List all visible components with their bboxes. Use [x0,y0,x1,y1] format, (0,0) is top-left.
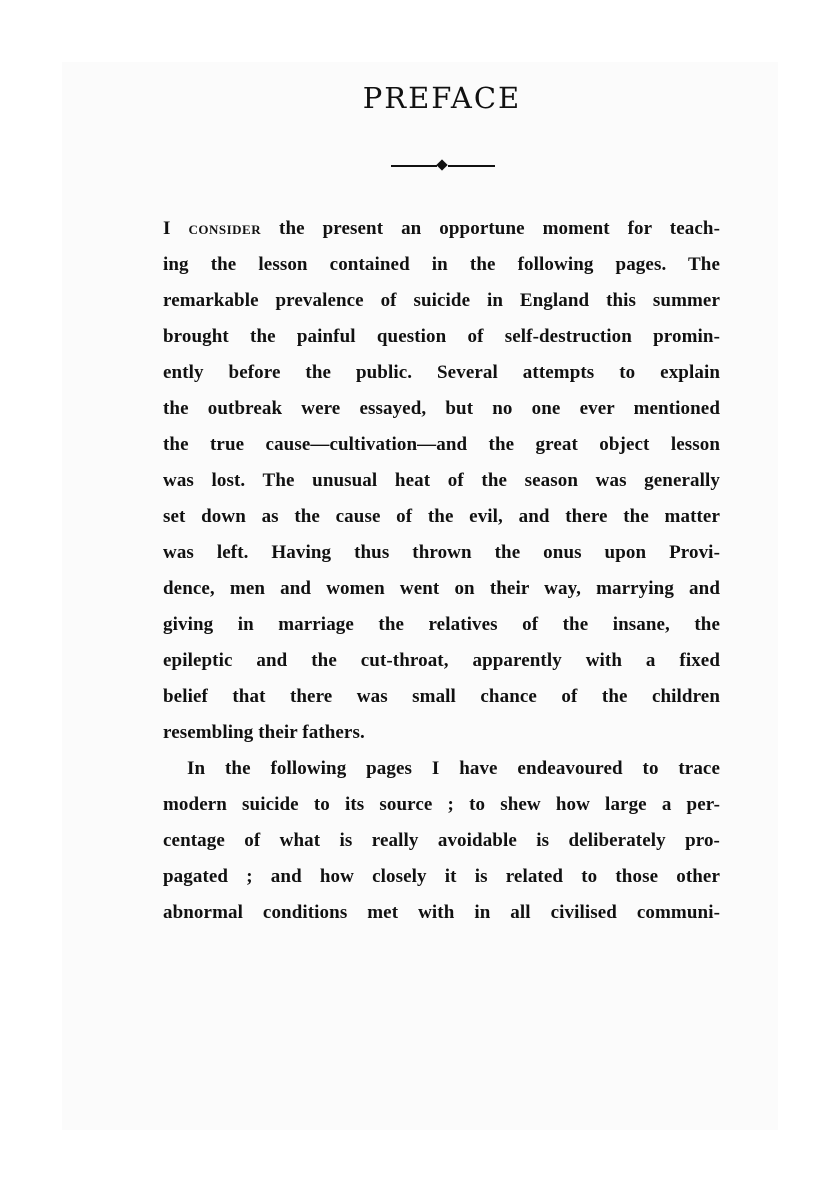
divider-line-left [391,165,437,167]
text-line: was lost. The unusual heat of the season was generally [163,470,720,491]
text-line: the true cause—cultivation—and the great object lesson [163,434,720,455]
page-title: PREFACE [362,81,522,115]
text-line: the outbreak were essayed, but no one ever mentioned [163,398,720,419]
text-line: was left. Having thus thrown the onus upon Provi- [163,542,720,563]
text-line: epileptic and the cut-throat, apparently with a fixed [163,650,720,671]
text-line-last: resembling their fathers. [163,722,365,743]
text-line: abnormal conditions met with in all civilised communi- [163,902,720,923]
preface-body [163,211,720,931]
text-line: modern suicide to its source ; to shew how large a per- [163,794,720,815]
divider-line-right [448,165,495,167]
text-line: centage of what is really avoidable is deliberately pro- [163,830,720,851]
text-line: dence, men and women went on their way, marrying and [163,578,720,599]
paragraph-1-line-1 [163,211,720,247]
drop-word: I [163,218,189,239]
text-line: remarkable prevalence of suicide in England this summer [163,290,720,311]
title-ornament-divider [391,160,495,172]
paragraph-2 [163,751,720,931]
smallcaps-opening-word: consider [188,218,262,239]
diamond-ornament-icon [436,159,447,170]
line-rest: the present an opportune moment for teach- [261,218,720,239]
paragraph-1 [163,211,720,751]
text-line: ently before the public. Several attempts to explain [163,362,720,383]
text-line: belief that there was small chance of the children [163,686,720,707]
text-line: ing the lesson contained in the following pages. The [163,254,720,275]
text-line: pagated ; and how closely it is related to those other [163,866,720,887]
text-line: giving in marriage the relatives of the insane, the [163,614,720,635]
text-line-indented: In the following pages I have endeavoured to trace [187,758,720,779]
text-line: set down as the cause of the evil, and there the matter [163,506,720,527]
text-line: brought the painful question of self-destruction promin- [163,326,720,347]
